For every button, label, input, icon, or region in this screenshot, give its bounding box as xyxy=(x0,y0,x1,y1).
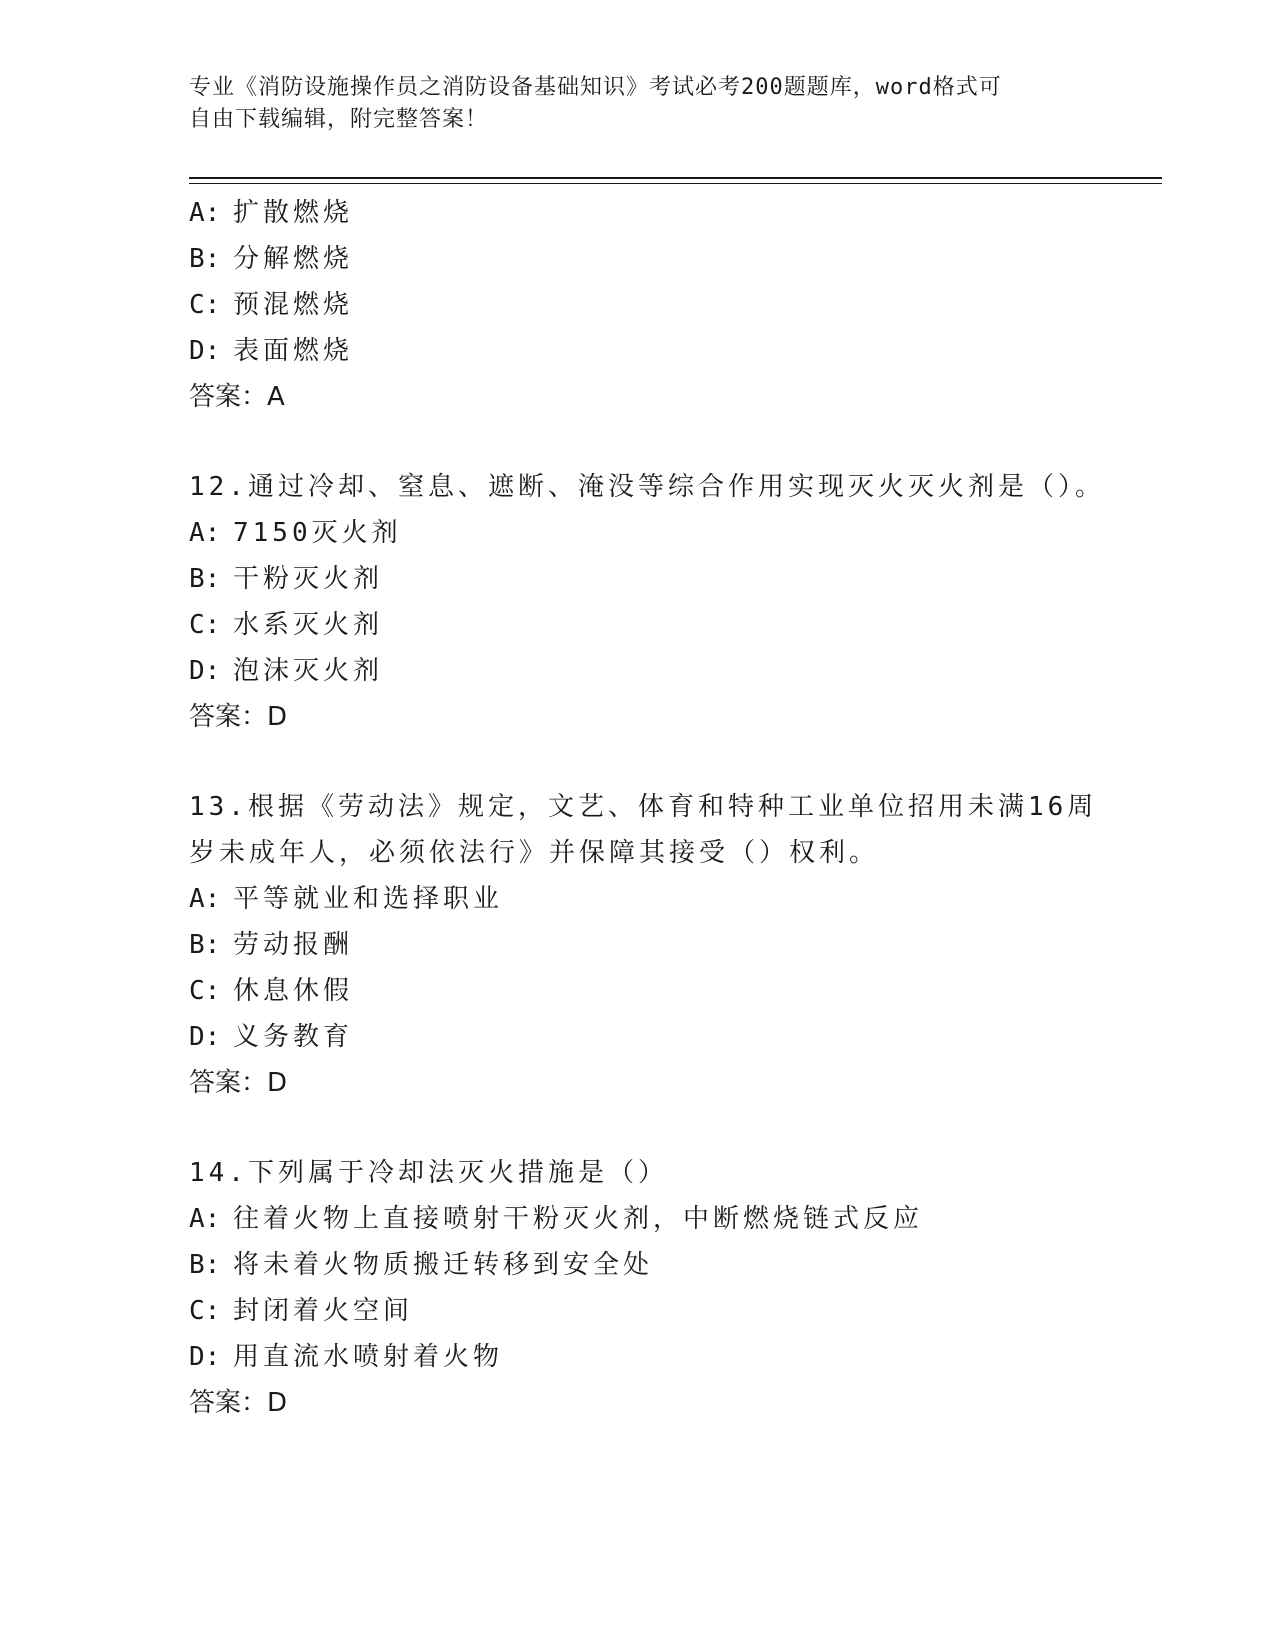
option-text: 义务教育 xyxy=(233,1022,354,1052)
option-label: C: xyxy=(189,1296,221,1326)
question-spacer xyxy=(189,1106,1089,1150)
answer-text: 答案：D xyxy=(189,1068,288,1098)
header-divider-thick xyxy=(189,177,1162,179)
option-b xyxy=(189,922,1089,968)
header-line-1: 专业《消防设施操作员之消防设备基础知识》考试必考200题题库，word格式可 xyxy=(189,75,1002,100)
option-text: 分解燃烧 xyxy=(233,244,354,274)
option-text: 预混燃烧 xyxy=(233,290,354,320)
question-11-block xyxy=(189,190,1089,420)
document-header xyxy=(189,72,1069,136)
option-d xyxy=(189,1334,1089,1380)
option-label: D: xyxy=(189,1022,221,1052)
option-a xyxy=(189,510,1089,556)
question-text: 12.通过冷却、窒息、遮断、淹没等综合作用实现灭火灭火剂是（）。 xyxy=(189,472,1105,502)
question-text-line-1: 13.根据《劳动法》规定，文艺、体育和特种工业单位招用未满16周 xyxy=(189,792,1098,822)
option-label: A: xyxy=(189,518,221,548)
question-text-line-2: 岁未成年人，必须依法行》并保障其接受（）权利。 xyxy=(189,838,880,868)
option-text: 休息休假 xyxy=(233,976,354,1006)
option-text: 泡沫灭火剂 xyxy=(233,656,384,686)
header-line-2: 自由下载编辑，附完整答案！ xyxy=(189,107,489,132)
option-b xyxy=(189,556,1089,602)
option-c xyxy=(189,968,1089,1014)
option-d xyxy=(189,648,1089,694)
option-c xyxy=(189,282,1089,328)
answer-text: 答案：D xyxy=(189,702,288,732)
option-label: A: xyxy=(189,1204,221,1234)
option-c xyxy=(189,1288,1089,1334)
option-label: B: xyxy=(189,564,221,594)
option-text: 水系灭火剂 xyxy=(233,610,384,640)
option-text: 表面燃烧 xyxy=(233,336,354,366)
option-text: 干粉灭火剂 xyxy=(233,564,384,594)
option-d xyxy=(189,328,1089,374)
question-list xyxy=(189,190,1105,1426)
option-label: C: xyxy=(189,290,221,320)
option-label: D: xyxy=(189,656,221,686)
option-text: 封闭着火空间 xyxy=(233,1296,414,1326)
option-label: C: xyxy=(189,610,221,640)
question-12-block xyxy=(189,464,1105,740)
option-label: A: xyxy=(189,884,221,914)
option-c xyxy=(189,602,1089,648)
option-text: 7150灭火剂 xyxy=(233,518,402,548)
option-a xyxy=(189,1196,1089,1242)
answer-text: 答案：D xyxy=(189,1388,288,1418)
option-text: 往着火物上直接喷射干粉灭火剂，中断燃烧链式反应 xyxy=(233,1204,924,1234)
question-14-block xyxy=(189,1150,1089,1426)
option-a xyxy=(189,876,1089,922)
option-text: 将未着火物质搬迁转移到安全处 xyxy=(233,1250,654,1280)
header-divider-thin xyxy=(189,183,1162,184)
option-label: A: xyxy=(189,198,221,228)
option-b xyxy=(189,1242,1089,1288)
question-spacer xyxy=(189,420,1089,464)
option-b xyxy=(189,236,1089,282)
option-text: 用直流水喷射着火物 xyxy=(233,1342,504,1372)
option-label: B: xyxy=(189,930,221,960)
option-text: 平等就业和选择职业 xyxy=(233,884,504,914)
answer-text: 答案：A xyxy=(189,382,285,412)
option-label: D: xyxy=(189,1342,221,1372)
option-d xyxy=(189,1014,1089,1060)
question-13-block xyxy=(189,784,1098,1106)
option-label: D: xyxy=(189,336,221,366)
option-text: 扩散燃烧 xyxy=(233,198,354,228)
option-label: B: xyxy=(189,244,221,274)
option-label: C: xyxy=(189,976,221,1006)
option-text: 劳动报酬 xyxy=(233,930,354,960)
question-text: 14.下列属于冷却法灭火措施是（） xyxy=(189,1158,668,1188)
question-spacer xyxy=(189,740,1089,784)
option-label: B: xyxy=(189,1250,221,1280)
option-a xyxy=(189,190,1089,236)
